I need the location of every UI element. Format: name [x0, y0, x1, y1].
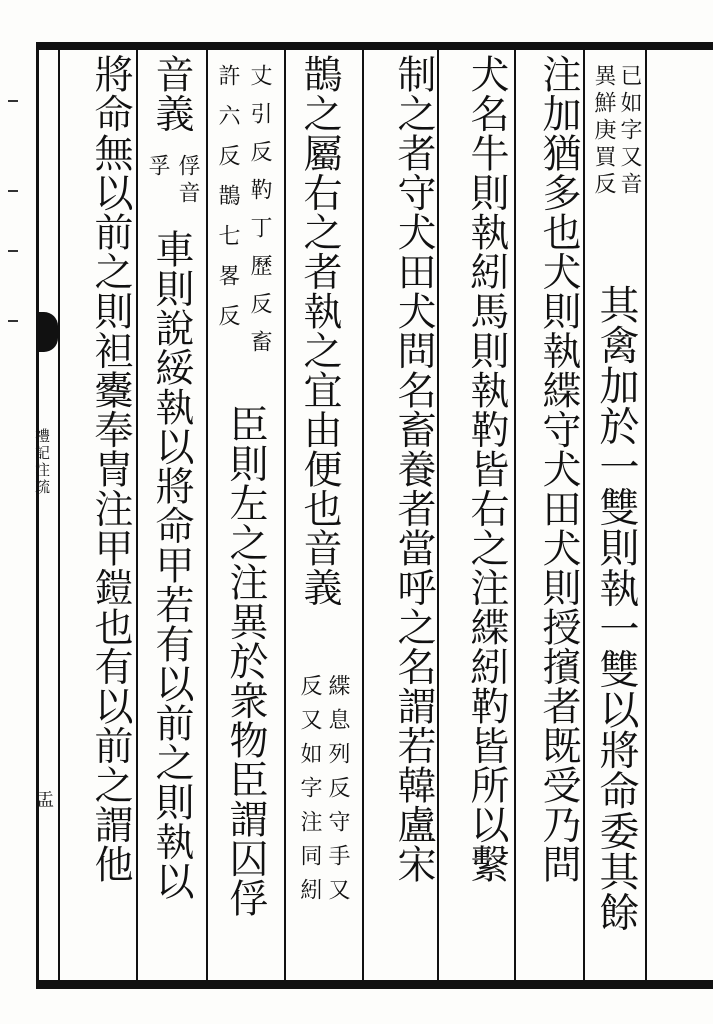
annotation-line-a: 丈引反靮丁歷反畜: [247, 64, 272, 368]
text-column-3: 犬名牛則執紖馬則執靮皆右之注緤紖靮皆所以繫: [464, 54, 509, 884]
column-rule: [437, 50, 439, 980]
annotation-line-b: 孚: [145, 154, 170, 181]
column-rule: [362, 50, 364, 980]
column-rule: [284, 50, 286, 980]
left-margin: [4, 60, 26, 960]
page-number: 盂: [33, 790, 54, 808]
text-column-7: [142, 54, 204, 980]
text-column-4: 制之者守犬田犬問名畜養者當呼之名謂若韓盧宋: [391, 54, 436, 884]
text-column-5: [292, 54, 358, 980]
fold-tab: [36, 312, 58, 352]
text-column-2: 注加猶多也犬則執緤守犬田犬則授擯者既受乃問: [536, 54, 581, 884]
annotation-line-b: 許六反鵲七畧反: [215, 64, 240, 344]
annotation-line-a: 緤息列反守手又: [325, 674, 350, 912]
top-border: [36, 42, 713, 50]
main-text-cont: 車則說綏執以將命甲若有以前之則執以: [149, 229, 194, 901]
column-rule: [206, 50, 208, 980]
book-title: 禮記注疏: [33, 428, 51, 496]
left-inner-border: [58, 50, 60, 980]
column-rule: [136, 50, 138, 980]
main-text: 臣則左之注異於衆物臣謂囚俘: [223, 404, 268, 918]
text-column-1: [588, 54, 644, 980]
annotation-line-a: 已如字又音: [617, 64, 642, 199]
main-text: 鵲之屬右之者執之宜由便也音義: [297, 54, 342, 607]
main-text: 音義: [149, 54, 194, 133]
column-rule: [583, 50, 585, 980]
annotation-line-b: 反又如字注同紖: [297, 674, 322, 912]
annotation-line-b: 異鮮庚買反: [591, 64, 616, 199]
text-column-6: [212, 54, 282, 980]
annotation-line-a: 俘音: [175, 154, 200, 208]
main-text: 其禽加於一雙則執一雙以將命委其餘: [593, 284, 639, 932]
column-rule: [645, 50, 647, 980]
column-rule: [514, 50, 516, 980]
text-column-8: 將命無以前之則袒櫜奉冑注甲鎧也有以前之謂他: [88, 54, 133, 884]
left-outer-border: [36, 42, 39, 989]
